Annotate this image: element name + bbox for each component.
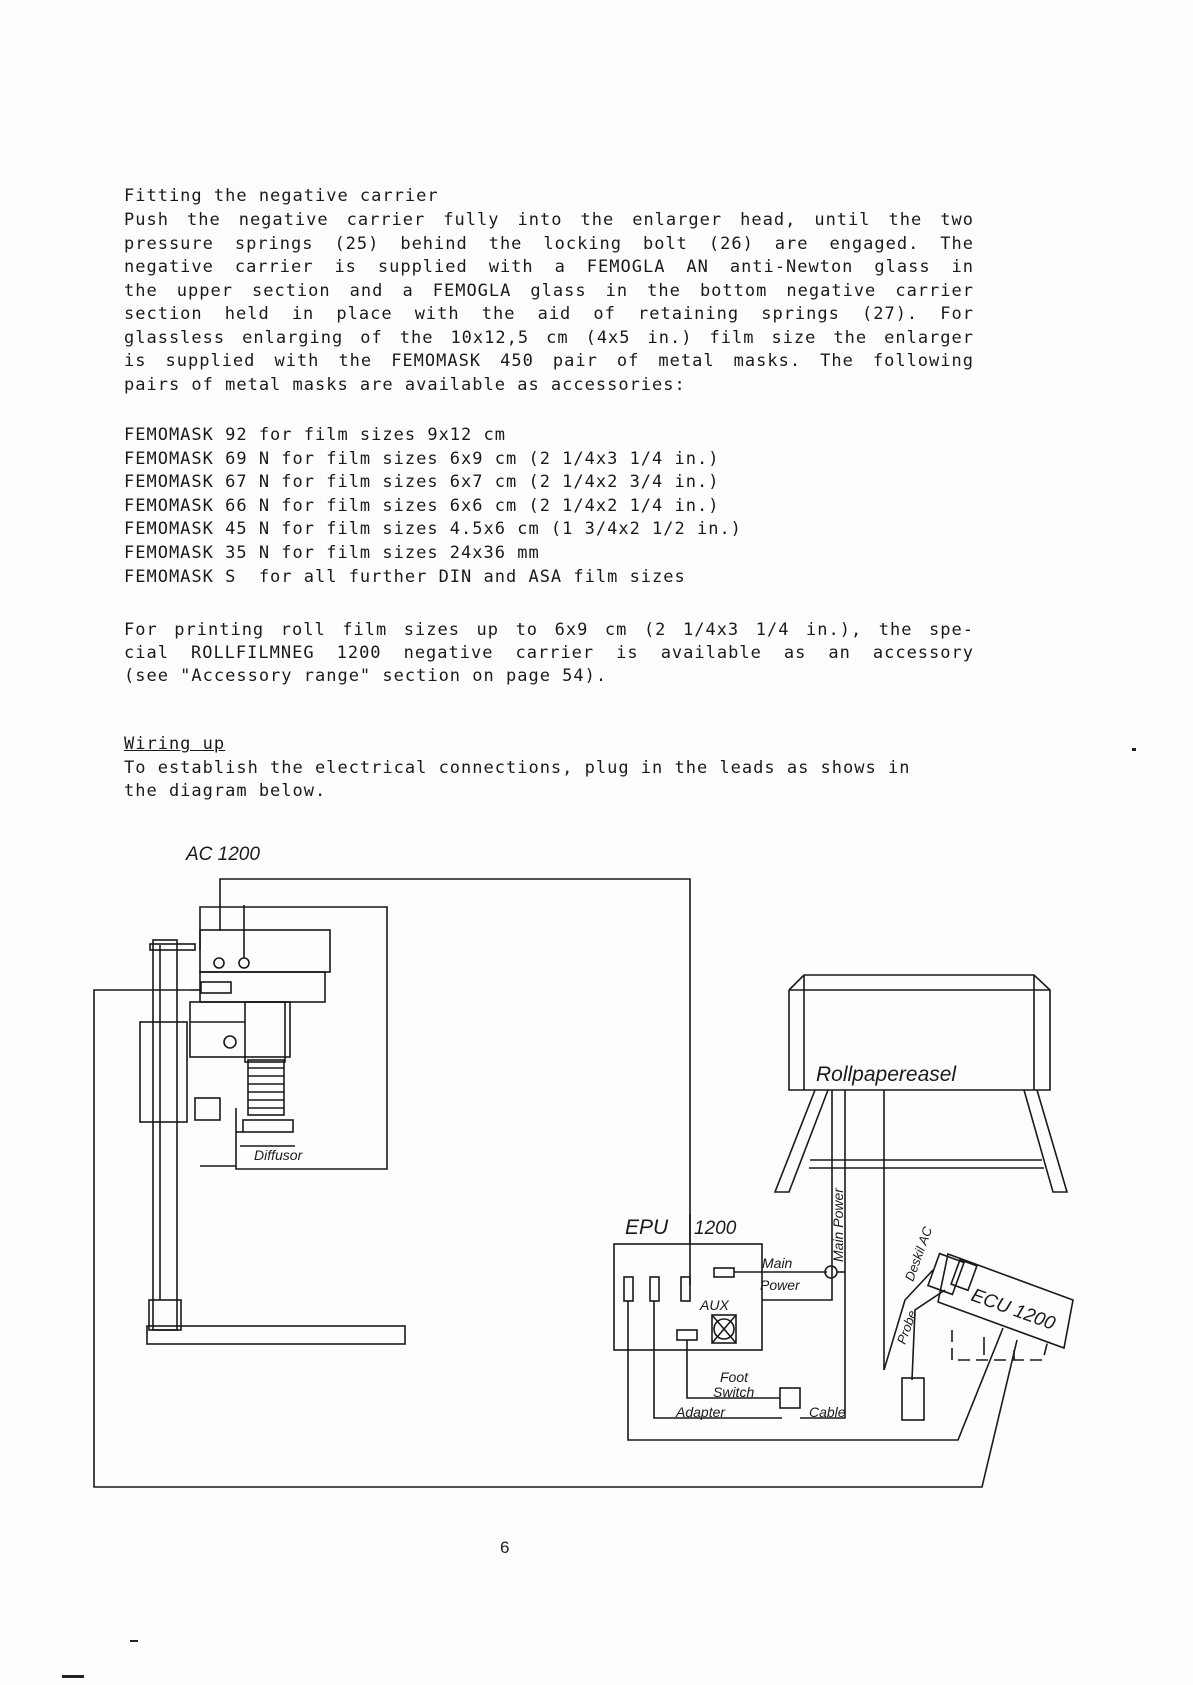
adapter-label: Adapter: [676, 1404, 726, 1420]
paragraph-line: Push the negative carrier fully into the enlarger head, until the two: [124, 210, 974, 230]
diffusor-label: Diffusor: [254, 1147, 303, 1163]
paragraph-line: glassless enlarging of the 10x12,5 cm (4x5 in.) film size the enlarger: [124, 327, 974, 348]
scan-mark: [62, 1675, 84, 1678]
mask-list-item: FEMOMASK 92 for film sizes 9x12 cm: [124, 425, 506, 445]
scan-mark: [1132, 748, 1136, 751]
paragraph-line: the diagram below.: [124, 781, 327, 801]
ecu-label: ECU 1200: [968, 1284, 1058, 1335]
paragraph-line: section held in place with the aid of retaining springs (27). For: [124, 304, 974, 324]
mask-list-item: FEMOMASK 69 N for film sizes 6x9 cm (2 1/4x3 1/4 in.): [124, 448, 720, 469]
deskil-label: Deskil AC: [901, 1224, 936, 1284]
section-heading-wiring-up: Wiring up: [124, 734, 226, 754]
page-number: 6: [500, 1538, 510, 1557]
enlarger-drawing: [140, 905, 405, 1344]
enlarger-label: AC 1200: [186, 844, 260, 865]
main-label: Main: [762, 1255, 793, 1271]
epu-model-label: 1200: [694, 1218, 737, 1239]
paragraph-line: the upper section and a FEMOGLA glass in the bottom negative carrier: [124, 280, 974, 301]
cable-label: Cable: [809, 1404, 846, 1420]
foot-label: Foot: [720, 1369, 749, 1385]
mask-list-item: FEMOMASK 35 N for film sizes 24x36 mm: [124, 542, 540, 563]
mask-list-item: FEMOMASK 45 N for film sizes 4.5x6 cm (1 3/4x2 1/2 in.): [124, 519, 742, 540]
scan-mark: [130, 1640, 138, 1642]
power-label: Power: [760, 1277, 800, 1293]
paragraph-line: To establish the electrical connections, plug in the leads as shows in: [124, 758, 911, 778]
paragraph-line: For printing roll film sizes up to 6x9 cm (2 1/4x3 1/4 in.), the spe-: [124, 620, 974, 640]
paragraph-line: cial ROLLFILMNEG 1200 negative carrier is available as an accessory: [124, 643, 974, 663]
easel-label: Rollpapereasel: [816, 1063, 957, 1086]
paragraph-line: is supplied with the FEMOMASK 450 pair of metal masks. The following: [124, 351, 974, 371]
paragraph-line: pressure springs (25) behind the locking bolt (26) are engaged. The: [124, 233, 974, 254]
paragraph-line: negative carrier is supplied with a FEMOGLA AN anti-Newton glass in: [124, 257, 974, 277]
mask-list-item: FEMOMASK 66 N for film sizes 6x6 cm (2 1/4x2 1/4 in.): [124, 495, 720, 516]
main-power-vertical-label: Main Power: [830, 1188, 846, 1262]
aux-label: AUX: [700, 1297, 729, 1313]
mask-list-item: FEMOMASK S for all further DIN and ASA film sizes: [124, 566, 686, 587]
enlarger-to-epu-cable: [220, 879, 690, 1285]
section-heading-negative-carrier: Fitting the negative carrier: [124, 186, 439, 206]
paragraph-line: (see "Accessory range" section on page 54).: [124, 666, 608, 686]
epu-label: EPU: [625, 1216, 669, 1239]
probe-label: Probe: [893, 1308, 920, 1347]
switch-label: Switch: [713, 1384, 755, 1400]
mask-list-item: FEMOMASK 67 N for film sizes 6x7 cm (2 1/4x2 3/4 in.): [124, 472, 720, 493]
paragraph-line: pairs of metal masks are available as accessories:: [124, 374, 686, 395]
